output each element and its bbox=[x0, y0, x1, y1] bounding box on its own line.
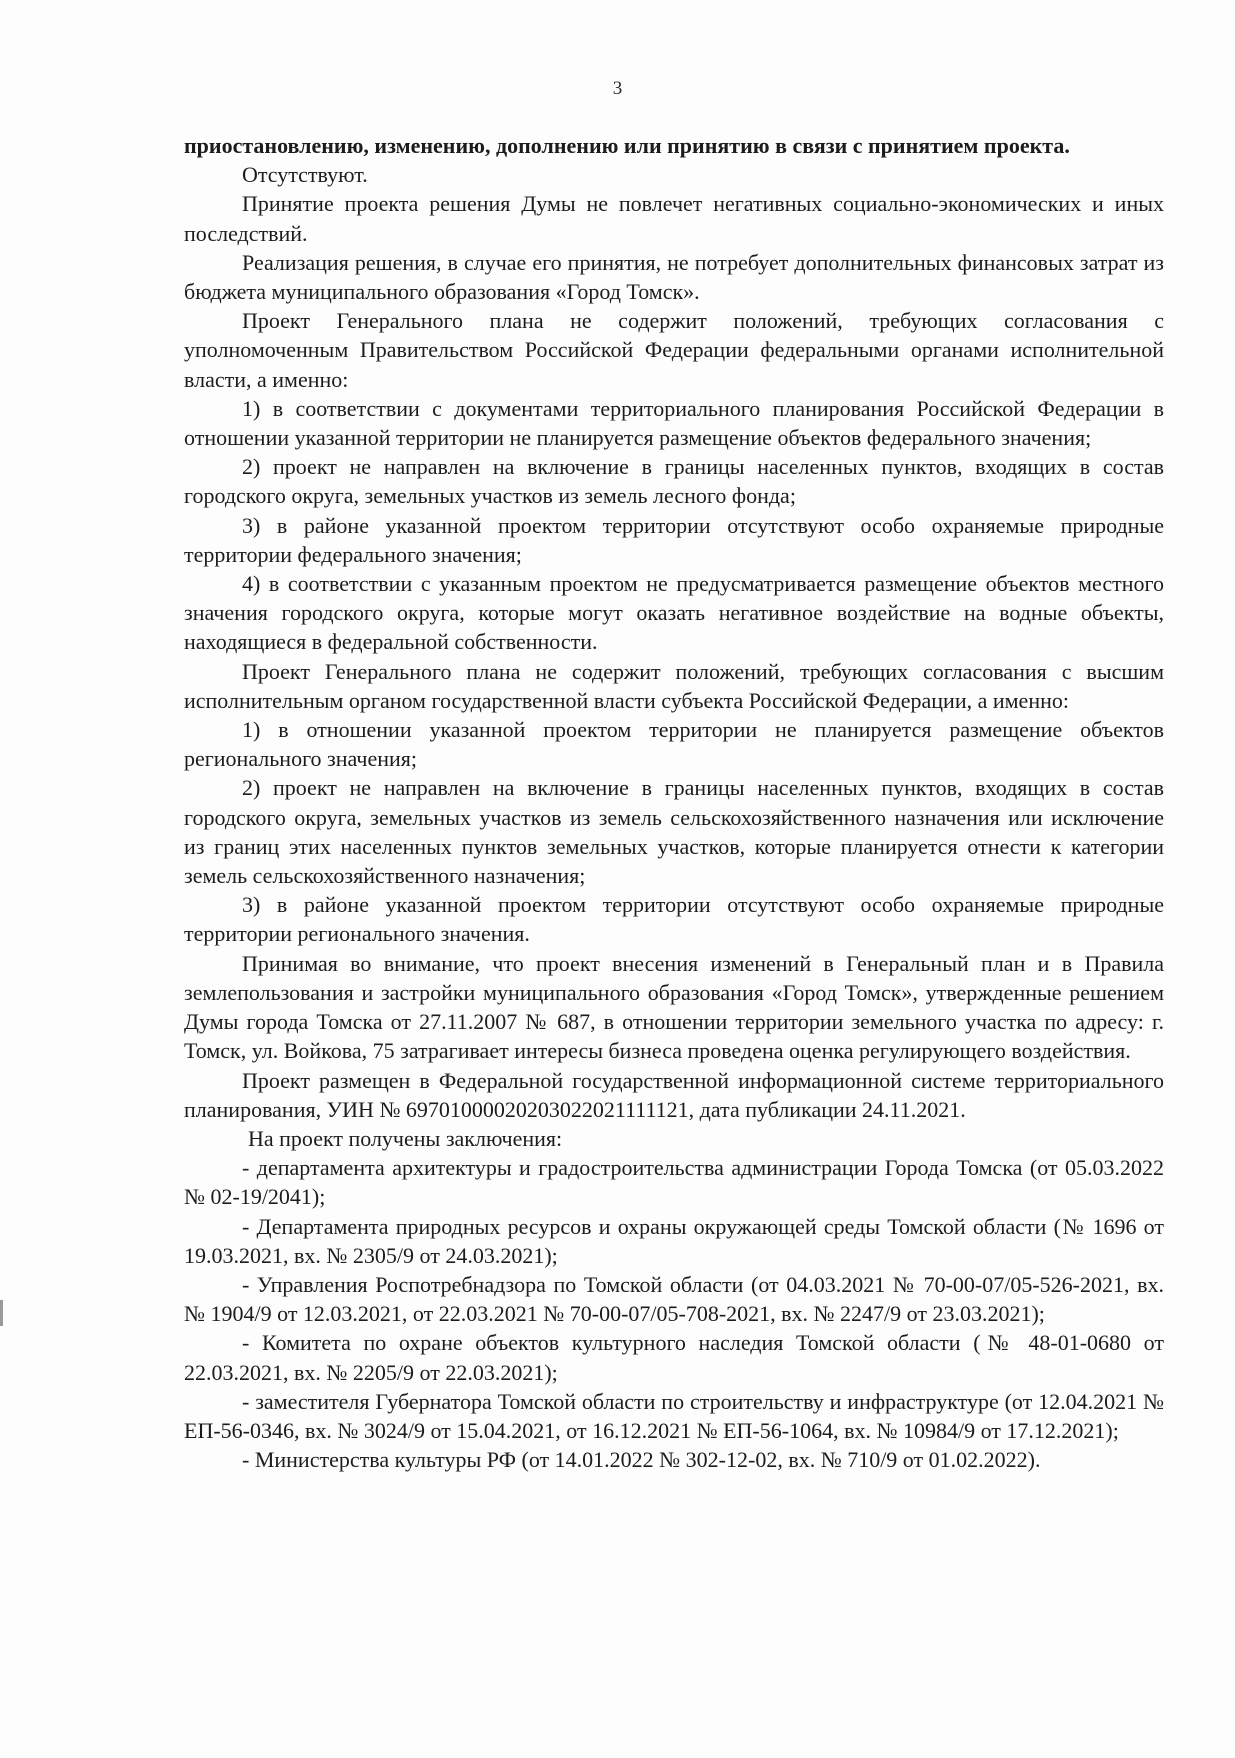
list-item-federal-3: 3) в районе указанной проектом территории отсутствуют особо охраняемые природные территории федерального значения; bbox=[184, 512, 1164, 567]
paragraph-fgis-publication: Проект размещен в Федеральной государственной информационной системе территориального планирования, УИН № 69701000020203022021111121, дата публикации 24.11.2021. bbox=[184, 1067, 1164, 1122]
list-item-regional-3: 3) в районе указанной проектом территории отсутствуют особо охраняемые природные территории регионального значения. bbox=[184, 892, 1164, 947]
conclusion-item-architecture: - департамента архитектуры и градостроительства администрации Города Томска (от 05.03.2022 № 02-19/2041); bbox=[184, 1155, 1164, 1210]
list-item-federal-2: 2) проект не направлен на включение в границы населенных пунктов, входящих в состав городского округа, земельных участков из земель лесного фонда; bbox=[184, 454, 1164, 509]
conclusion-item-cultural-heritage: - Комитета по охране объектов культурного наследия Томской области (№ 48-01-0680 от 22.03.2021, вх. № 2205/9 от 22.03.2021); bbox=[184, 1330, 1164, 1385]
paragraph-conclusions-intro: На проект получены заключения: bbox=[248, 1125, 563, 1151]
list-item-federal-1: 1) в соответствии с документами территориального планирования Российской Федерации в отношении указанной территории не планируется размещение объектов федерального значения; bbox=[184, 395, 1164, 451]
paragraph-absent: Отсутствуют. bbox=[242, 162, 368, 188]
scan-edge-mark bbox=[0, 1300, 3, 1326]
paragraph-federal-approval: Проект Генерального плана не содержит положений, требующих согласования с уполномоченным Правительством Российской Федерации федеральными органами исполнительной власти, а именно: bbox=[184, 308, 1164, 392]
page-number: 3 bbox=[612, 78, 623, 99]
paragraph-no-negative-consequences: Принятие проекта решения Думы не повлечет негативных социально-экономических и иных последствий. bbox=[184, 191, 1164, 246]
paragraph-no-financial-costs: Реализация решения, в случае его принятия, не потребует дополнительных финансовых затрат из бюджета муниципального образования «Город Томск». bbox=[184, 249, 1164, 305]
paragraph-regional-approval: Проект Генерального плана не содержит положений, требующих согласования с высшим исполнительным органом государственной власти субъекта Российской Федерации, а именно: bbox=[184, 658, 1164, 713]
list-item-regional-2: 2) проект не направлен на включение в границы населенных пунктов, входящих в состав городского округа, земельных участков из земель сельскохозяйственного назначения или исключение из границ этих населенных пунктов земельных участков, которые планируется отнести к категории земель сельскохозяйственного назначения; bbox=[184, 775, 1164, 889]
list-item-federal-4: 4) в соответствии с указанным проектом не предусматривается размещение объектов местного значения городского округа, которые могут оказать негативное воздействие на водные объекты, находящиеся в федеральной собственности. bbox=[184, 571, 1164, 655]
list-item-regional-1: 1) в отношении указанной проектом территории не планируется размещение объектов регионального значения; bbox=[184, 717, 1164, 772]
conclusion-item-ministry-culture: - Министерства культуры РФ (от 14.01.2022 № 302-12-02, вх. № 710/9 от 01.02.2022). bbox=[242, 1447, 1041, 1473]
conclusion-item-deputy-governor: - заместителя Губернатора Томской области по строительству и инфраструктуре (от 12.04.2021 № ЕП-56-0346, вх. № 3024/9 от 15.04.2021, от 16.12.2021 № ЕП-56-1064, вх. № 10984/9 от 17.12.2021); bbox=[184, 1388, 1164, 1443]
conclusion-item-rospotrebnadzor: - Управления Роспотребнадзора по Томской области (от 04.03.2021 № 70-00-07/05-526-2021, вх. № 1904/9 от 12.03.2021, от 22.03.2021 № 70-00-07/05-708-2021, вх. № 2247/9 от 23.03.2021); bbox=[184, 1271, 1164, 1327]
section-heading-continuation: приостановлению, изменению, дополнению или принятию в связи с принятием проекта. bbox=[184, 133, 1070, 158]
document-body bbox=[184, 131, 1164, 1474]
paragraph-regulatory-assessment: Принимая во внимание, что проект внесения изменений в Генеральный план и в Правила землепользования и застройки муниципального образования «Город Томск», утвержденные решением Думы города Томска от 27.11.2007 № 687, в отношении территории земельного участка по адресу: г. Томск, ул. Войкова, 75 затрагивает интересы бизнеса проведена оценка регулирующего воздействия. bbox=[184, 950, 1164, 1064]
conclusion-item-natural-resources: - Департамента природных ресурсов и охраны окружающей среды Томской области (№ 1696 от 19.03.2021, вх. № 2305/9 от 24.03.2021); bbox=[184, 1213, 1164, 1268]
